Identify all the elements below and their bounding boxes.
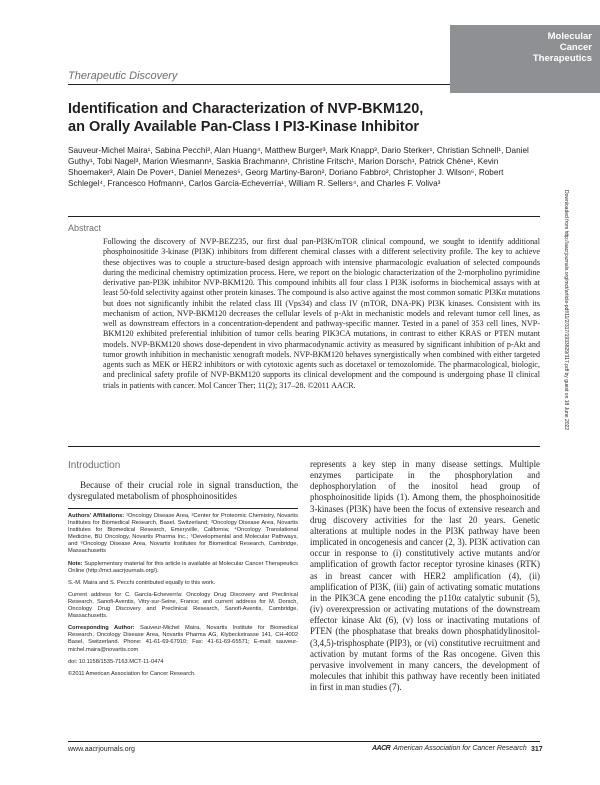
note-footnote [68, 561, 298, 575]
corresponding-author-label: Corresponding Author: [68, 625, 135, 632]
corresponding-author-footnote [68, 625, 298, 653]
journal-name-line-3: Therapeutics [532, 53, 592, 64]
footnotes [68, 513, 298, 683]
article-title [68, 100, 488, 136]
introduction-left-column: Because of their crucial role in signal transduction, the dysregulated metabolism of phosphoinositides [68, 480, 298, 502]
copyright-footnote: ©2011 American Association for Cancer Research. [68, 670, 196, 677]
footer-url-link[interactable]: www.aacrjournals.org [68, 746, 135, 753]
download-watermark [561, 190, 571, 550]
affiliations-text: ¹Oncology Disease Area, ²Center for Proteomic Chemistry, Novartis Institutes for Biomedical Research, Basel, Switzerland; ³Oncology Disease Area, Novartis Institutes for Biomedical Research, Emeryville, California; ⁴Oncology Translational Medicine, BU Oncology, Novartis Pharma Inc.; ⁵Developmental and Molecular Pathways, and ⁶Oncology Disease Area, Novartis Institutes for Biomedical Research, Cambridge, Massachusetts [68, 513, 298, 555]
abstract-divider [68, 446, 540, 447]
abstract-body: Following the discovery of NVP-BEZ235, our first dual pan-PI3K/mTOR clinical compound, we sought to identify additional phosphoinositide 3-kinase (PI3K) inhibitors from different chemical classes with a different selectivity profile. The key to achieve these objectives was to couple a structure-based design approach with intensive pharmacologic evaluation of selected compounds during the medicinal chemistry optimization process. Here, we report on the biologic characterization of the 2-morpholino pyrimidine derivative pan-PI3K inhibitor NVP-BKM120. This compound inhibits all four class I PI3K isoforms in biochemical assays with at least 50-fold selectivity against other protein kinases. The compound is also active against the most common somatic PI3Kα mutations but does not significantly inhibit the related class III (Vps34) and class IV (mTOR, DNA-PK) PI3K kinases. Consistent with its mechanism of action, NVP-BKM120 decreases the cellular levels of p-Akt in mechanistic models and relevant tumor cell lines, as well as downstream effectors in a concentration-dependent and pathway-specific manner. Tested in a panel of 353 cell lines, NVP-BKM120 exhibited preferential inhibition of tumor cells bearing PIK3CA mutations, in contrast to either KRAS or PTEN mutant models. NVP-BKM120 shows dose-dependent in vivo pharmacodynamic activity as measured by significant inhibition of p-Akt and tumor growth inhibition in mechanistic xenograft models. NVP-BKM120 behaves synergistically when combined with either targeted agents such as MEK or HER2 inhibitors or with cytotoxic agents such as docetaxel or temozolomide. The pharmacological, biologic, and preclinical safety profile of NVP-BKM120 supports its clinical development and the compound is undergoing phase II clinical trials in patients with cancer. Mol Cancer Ther; 11(2); 317–28. ©2011 AACR. [103, 237, 540, 390]
introduction-right-column: represents a key step in many disease settings. Multiple enzymes participate in the phosphorylation and dephosphorylation of the inositol head group of phosphoinositide lipids (1). Among them, the phosphoinositide 3-kinases (PI3K) have been the focus of extensive research and drug discovery activities for the last 20 years. Genetic alterations at multiple nodes in the PI3K pathway have been implicated in oncogenesis and cancer (2, 3). PI3K activation can occur in response to (i) constitutively active mutants and/or amplification of growth factor receptor tyrosine kinases (RTK) as in breast cancer with HER2 amplification (4), (ii) amplification of PI3K, (iii) gain of activating somatic mutations in the PIK3CA gene encoding the p110α catalytic subunit (5), (iv) overexpression or activating mutations of the downstream effector kinase Akt (6), (v) loss or inactivating mutations of PTEN (the phosphatase that breaks down phosphatidylinositol-(3,4,5)-trisphosphate (PIP3), or (vi) constitutive recruitment and activation by mutant forms of the Ras oncogene. Given this pervasive involvement in many cancers, the development of molecules that inhibit this pathway have recently been initiated in first in man studies (7). [310, 459, 540, 693]
journal-name-line-2: Cancer [559, 42, 592, 53]
note-text: Supplementary material for this article is available at Molecular Cancer Therapeutics Online (http://mct.aacrjournals.org/). [68, 560, 298, 574]
page-number: 317 [531, 746, 543, 753]
journal-name-line-1: Molecular [547, 31, 592, 42]
section-label: Therapeutic Discovery [68, 70, 178, 82]
affiliations-footnote [68, 513, 298, 556]
top-divider [68, 84, 450, 85]
title-line-1: Identification and Characterization of NVP-BKM120, [68, 101, 424, 117]
note-label: Note: [68, 560, 83, 567]
abstract-heading: Abstract [68, 223, 102, 233]
author-list: Sauveur-Michel Maira¹, Sabina Pecchi³, Alan Huang⁴, Matthew Burger³, Mark Knapp³, Dario Sterker¹, Christian Schnell¹, Daniel Guthy¹, Tobi Nagel³, Marion Wiesmann¹, Saskia Brachmann¹, Christine Fritsch¹, Marion Dorsch¹, Patrick Chène¹, Kevin Shoemaker³, Alain De Pover¹, Daniel Menezes⁵, Georg Martiny-Baron², Doriano Fabbro², Christopher J. Wilson⁶, Robert Schlegel⁴, Francesco Hofmann¹, Carlos García-Echeverría¹, William R. Sellers⁴, and Charles F. Voliva³ [68, 146, 529, 189]
aacr-logo-mark: AACR [372, 745, 391, 752]
download-watermark-text: Downloaded from http://aacrjournals.org/mct/article-pdf/11/2/317/1933829/317.pdf by guest on 18 June 2022 [563, 190, 569, 431]
author-divider [68, 216, 540, 217]
footer-divider [68, 741, 540, 742]
journal-badge [450, 25, 600, 93]
doi-footnote: doi: 10.1158/1535-7163.MCT-11-0474 [68, 658, 164, 665]
corresponding-author-text: Sauveur-Michel Maira, Novartis Institute for Biomedical Research, Oncology Disease Area, Novartis Pharma AG, Klybeckstrasse 141, CH-4002 Basel, Switzerland. Phone: 41-61-69-67910; Fax: 41-61-69-65571; E-mail: sauveur-michel.maira@novartis.com [68, 625, 298, 653]
publisher-name: American Association for Cancer Research [393, 745, 527, 752]
introduction-heading: Introduction [68, 460, 121, 471]
publisher-logo [372, 745, 527, 752]
equal-contribution-footnote: S.-M. Maira and S. Pecchi contributed equally to this work. [68, 579, 216, 586]
current-address-footnote: Current address for C. García-Echeverría: Oncology Drug Discovery and Preclinical Research, Sanofi-Aventis, Vitry-sur-Seine, France; and current address for M. Dorsch, Oncology Drug Discovery and Preclinical Research, Sanofi-Aventis, Cambridge, Massachusetts. [68, 591, 298, 620]
affiliations-label: Authors' Affiliations: [68, 513, 125, 519]
title-line-2: an Orally Available Pan-Class I PI3-Kinase Inhibitor [68, 119, 420, 135]
footnote-divider [68, 508, 298, 509]
